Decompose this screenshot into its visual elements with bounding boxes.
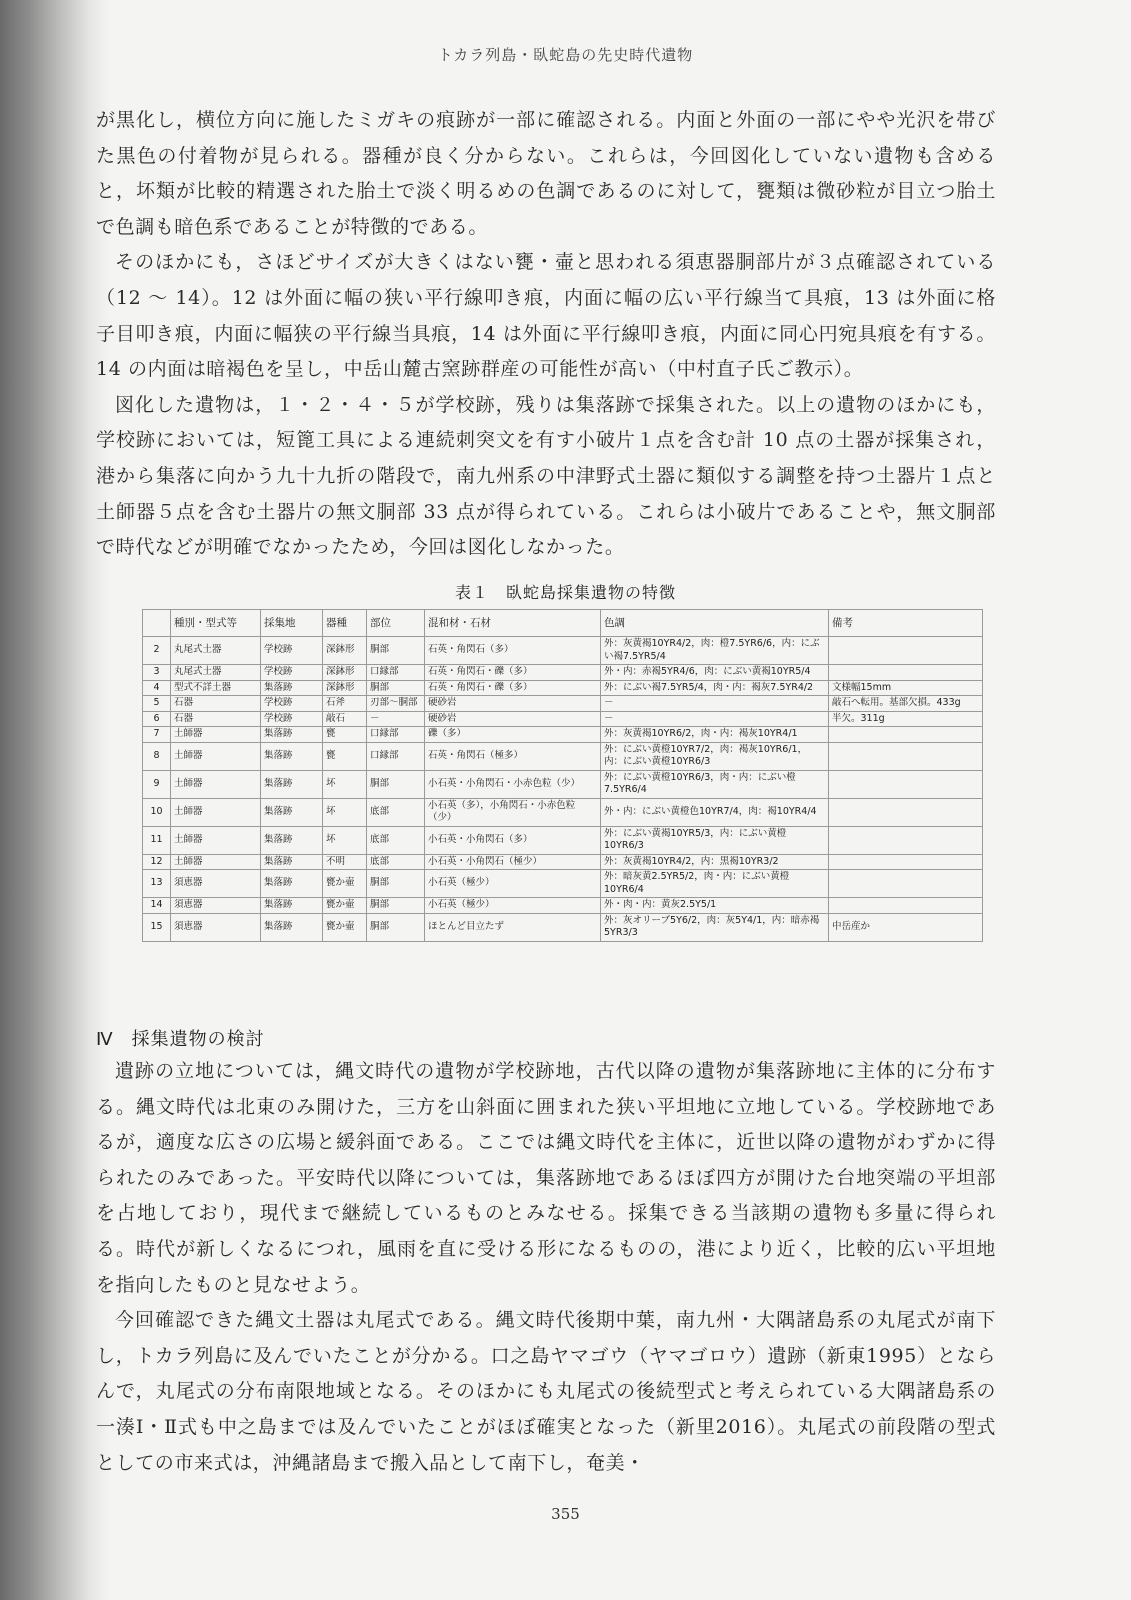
table-header-cell: 種別・型式等 xyxy=(171,610,261,637)
table-cell: 石英・角閃石・礫（多） xyxy=(425,680,601,696)
paragraph: 遺跡の立地については，縄文時代の遺物が学校跡地，古代以降の遺物が集落跡地に主体的に分布する。縄文時代は北東のみ開けた，三方を山斜面に囲まれた狭い平坦地に立地している。学校跡地であるが，適度な広さの広場と緩斜面である。ここでは縄文時代を主体に，近世以降の遺物がわずかに得られたのみであった。平安時代以降については，集落跡地であるほぼ四方が開けた台地突端の平坦部を占地しており，現代まで継続しているものとみなせる。採集できる当該期の遺物も多量に得られる。時代が新しくなるにつれ，風雨を直に受ける形になるものの，港により近く，比較的広い平坦地を指向したものと見なせよう。 xyxy=(96,1060,996,1296)
table-cell: 5 xyxy=(143,696,171,712)
table-cell: 外・内：にぶい黄橙色10YR7/4，肉：褐10YR4/4 xyxy=(601,798,829,826)
table-cell: 11 xyxy=(143,826,171,854)
table-row xyxy=(143,696,983,712)
page-number: 355 xyxy=(551,1505,580,1523)
table-cell: ほとんど目立たず xyxy=(425,913,601,941)
table-cell: 甕 xyxy=(323,742,367,770)
table-cell: 石器 xyxy=(171,696,261,712)
table-cell: 礫（多） xyxy=(425,727,601,743)
table-cell: 胴部 xyxy=(367,913,425,941)
table-cell: 13 xyxy=(143,870,171,898)
table-cell: 文様幅15mm xyxy=(829,680,983,696)
table-cell: 小石英（極少） xyxy=(425,870,601,898)
relics-table-container xyxy=(142,609,982,942)
table-cell: 学校跡 xyxy=(261,637,323,665)
table-cell: 14 xyxy=(143,898,171,914)
paragraph: が黒化し，横位方向に施したミガキの痕跡が一部に確認される。内面と外面の一部にやや光沢を帯びた黒色の付着物が見られる。器種が良く分からない。これらは，今回図化していない遺物も含めると，坏類が比較的精選された胎土で淡く明るめの色調であるのに対して，甕類は微砂粒が目立つ胎土で色調も暗色系であることが特徴的である。 xyxy=(96,109,996,238)
table-cell xyxy=(829,770,983,798)
table-row xyxy=(143,680,983,696)
table-cell: 須恵器 xyxy=(171,870,261,898)
table-row xyxy=(143,742,983,770)
table-cell: 土師器 xyxy=(171,854,261,870)
table-cell: 集落跡 xyxy=(261,798,323,826)
table-cell: 石英・角閃石（極多） xyxy=(425,742,601,770)
table-cell: 土師器 xyxy=(171,770,261,798)
table-cell: 外：にぶい黄褐10YR5/3，内：にぶい黄橙10YR6/3 xyxy=(601,826,829,854)
table-cell: 学校跡 xyxy=(261,696,323,712)
table-cell: 口縁部 xyxy=(367,727,425,743)
table-cell: 3 xyxy=(143,665,171,681)
table-cell: 硬砂岩 xyxy=(425,696,601,712)
table-cell: 胴部 xyxy=(367,770,425,798)
table-cell: 敲石へ転用。基部欠損。433g xyxy=(829,696,983,712)
table-cell: 6 xyxy=(143,711,171,727)
table-cell: 2 xyxy=(143,637,171,665)
table-cell: 坏 xyxy=(323,798,367,826)
table-cell: － xyxy=(601,711,829,727)
table-cell: 深鉢形 xyxy=(323,680,367,696)
table-header-cell: 混和材・石材 xyxy=(425,610,601,637)
table-cell: 8 xyxy=(143,742,171,770)
table-cell: 外：にぶい褐7.5YR5/4，肉・内：褐灰7.5YR4/2 xyxy=(601,680,829,696)
table-cell: 須恵器 xyxy=(171,898,261,914)
table-header-cell: 採集地 xyxy=(261,610,323,637)
section-heading xyxy=(96,1025,283,1051)
bottom-text-block xyxy=(96,1054,996,1481)
table-cell: 小石英・小角閃石（多） xyxy=(425,826,601,854)
table-cell: 外・肉・内：黄灰2.5Y5/1 xyxy=(601,898,829,914)
table-cell: 9 xyxy=(143,770,171,798)
table-cell: 集落跡 xyxy=(261,854,323,870)
table-cell xyxy=(829,742,983,770)
table-cell: 10 xyxy=(143,798,171,826)
table-row xyxy=(143,665,983,681)
table-cell: 坏 xyxy=(323,770,367,798)
table-header-cell: 備考 xyxy=(829,610,983,637)
table-header-cell: 器種 xyxy=(323,610,367,637)
table-cell: 敲石 xyxy=(323,711,367,727)
table-cell: 型式不詳土器 xyxy=(171,680,261,696)
running-header: トカラ列島・臥蛇島の先史時代遺物 xyxy=(437,46,694,64)
table-cell: 石英・角閃石（多） xyxy=(425,637,601,665)
paragraph: 図化した遺物は，１・２・４・５が学校跡，残りは集落跡で採集された。以上の遺物のほかにも，学校跡においては，短篦工具による連続刺突文を有す小破片１点を含む計 10 点の土器が採集され，港から集落に向かう九十九折の階段で，南九州系の中津野式土器に類似する調整を持つ土器片１点と土師器５点を含む土器片の無文胴部 33 点が得られている。これらは小破片であることや，無文胴部で時代などが明確でなかったため，今回は図化しなかった。 xyxy=(96,393,996,559)
table-header-cell xyxy=(143,610,171,637)
table-cell: 外：にぶい黄橙10YR7/2，肉：褐灰10YR6/1，内：にぶい黄橙10YR6/3 xyxy=(601,742,829,770)
table-cell: 外：灰黄褐10YR4/2，内：黒褐10YR3/2 xyxy=(601,854,829,870)
table-cell: 土師器 xyxy=(171,727,261,743)
table-cell: 土師器 xyxy=(171,798,261,826)
table-cell: 半欠。311g xyxy=(829,711,983,727)
table-cell: 学校跡 xyxy=(261,711,323,727)
table-cell: 学校跡 xyxy=(261,665,323,681)
table-cell: 刃部～胴部 xyxy=(367,696,425,712)
table-cell: 小石英（多），小角閃石・小赤色粒（少） xyxy=(425,798,601,826)
table-cell: 土師器 xyxy=(171,826,261,854)
table-row xyxy=(143,637,983,665)
table-cell: 7 xyxy=(143,727,171,743)
table-cell: － xyxy=(601,696,829,712)
table-cell: 石器 xyxy=(171,711,261,727)
table-cell: 集落跡 xyxy=(261,870,323,898)
table-cell xyxy=(829,665,983,681)
table-cell: 12 xyxy=(143,854,171,870)
table-row xyxy=(143,711,983,727)
table-cell: 集落跡 xyxy=(261,826,323,854)
table-cell: 外：灰黄褐10YR6/2，肉・内：褐灰10YR4/1 xyxy=(601,727,829,743)
table-caption: 表１ 臥蛇島採集遺物の特徴 xyxy=(454,583,676,602)
table-cell: 集落跡 xyxy=(261,913,323,941)
table-cell: 集落跡 xyxy=(261,727,323,743)
table-cell xyxy=(829,870,983,898)
paragraph: そのほかにも，さほどサイズが大きくはない甕・壷と思われる須恵器胴部片が３点確認されている（12 ～ 14）。12 は外面に幅の狭い平行線叩き痕，内面に幅の広い平行線当て具痕，13 は外面に格子目叩き痕，内面に幅狭の平行線当具痕，14 は外面に平行線叩き痕，内面に同心円宛具痕を有する。14 の内面は暗褐色を呈し，中岳山麓古窯跡群産の可能性が高い（中村直子氏ご教示）。 xyxy=(96,251,996,381)
table-cell: 外：灰オリーブ5Y6/2，肉：灰5Y4/1，内：暗赤褐5YR3/3 xyxy=(601,913,829,941)
table-cell xyxy=(829,826,983,854)
table-cell: 外：灰黄褐10YR4/2，肉：橙7.5YR6/6，内：にぶい褐7.5YR5/4 xyxy=(601,637,829,665)
table-cell: 石斧 xyxy=(323,696,367,712)
table-header-cell: 部位 xyxy=(367,610,425,637)
table-cell: 集落跡 xyxy=(261,898,323,914)
table-cell: 甕 xyxy=(323,727,367,743)
table-cell xyxy=(829,727,983,743)
table-cell: 底部 xyxy=(367,826,425,854)
table-cell: 外：にぶい黄橙10YR6/3，肉・内：にぶい橙7.5YR6/4 xyxy=(601,770,829,798)
table-cell: 小石英・小角閃石・小赤色粒（少） xyxy=(425,770,601,798)
table-cell: 口縁部 xyxy=(367,665,425,681)
table-cell: 集落跡 xyxy=(261,770,323,798)
table-cell: 甕か壷 xyxy=(323,870,367,898)
top-text-block xyxy=(96,103,996,566)
table-cell: 小石英・小角閃石（極少） xyxy=(425,854,601,870)
table-cell: 底部 xyxy=(367,854,425,870)
table-row xyxy=(143,798,983,826)
section-number: Ⅳ xyxy=(96,1029,114,1050)
table-cell: － xyxy=(367,711,425,727)
table-cell xyxy=(829,898,983,914)
table-cell: 集落跡 xyxy=(261,742,323,770)
table-cell: 土師器 xyxy=(171,742,261,770)
table-cell: 胴部 xyxy=(367,680,425,696)
table-row xyxy=(143,826,983,854)
table-row xyxy=(143,898,983,914)
table-cell: 底部 xyxy=(367,798,425,826)
table-cell: 石英・角閃石・礫（多） xyxy=(425,665,601,681)
table-cell: 深鉢形 xyxy=(323,665,367,681)
table-cell: 不明 xyxy=(323,854,367,870)
table-cell: 甕か壷 xyxy=(323,898,367,914)
table-cell: 深鉢形 xyxy=(323,637,367,665)
table-row xyxy=(143,727,983,743)
table-cell: 外：暗灰黄2.5YR5/2，肉・内：にぶい黄橙10YR6/4 xyxy=(601,870,829,898)
table-cell: 丸尾式土器 xyxy=(171,637,261,665)
table-cell: 4 xyxy=(143,680,171,696)
relics-table xyxy=(142,609,983,942)
table-cell: 胴部 xyxy=(367,637,425,665)
table-row xyxy=(143,913,983,941)
table-cell: 15 xyxy=(143,913,171,941)
table-cell: 丸尾式土器 xyxy=(171,665,261,681)
book-spine-shadow xyxy=(0,0,110,1600)
table-cell xyxy=(829,798,983,826)
table-cell: 甕か壷 xyxy=(323,913,367,941)
table-row xyxy=(143,870,983,898)
table-cell: 胴部 xyxy=(367,870,425,898)
table-cell: 外・内：赤褐5YR4/6，肉：にぶい黄褐10YR5/4 xyxy=(601,665,829,681)
paragraph: 今回確認できた縄文土器は丸尾式である。縄文時代後期中葉，南九州・大隅諸島系の丸尾式が南下し，トカラ列島に及んでいたことが分かる。口之島ヤマゴウ（ヤマゴロウ）遺跡（新東1995）とならんで，丸尾式の分布南限地域となる。そのほかにも丸尾式の後続型式と考えられている大隅諸島系の一湊Ⅰ・Ⅱ式も中之島までは及んでいたことがほぼ確実となった（新里2016）。丸尾式の前段階の型式としての市来式は，沖縄諸島まで搬入品として南下し，奄美・ xyxy=(96,1309,996,1474)
table-row xyxy=(143,854,983,870)
table-cell: 須恵器 xyxy=(171,913,261,941)
table-cell xyxy=(829,637,983,665)
table-header-row xyxy=(143,610,983,637)
table-cell xyxy=(829,854,983,870)
table-header-cell: 色調 xyxy=(601,610,829,637)
table-cell: 中岳産か xyxy=(829,913,983,941)
table-cell: 胴部 xyxy=(367,898,425,914)
section-title: 採集遺物の検討 xyxy=(131,1029,265,1050)
table-cell: 集落跡 xyxy=(261,680,323,696)
table-row xyxy=(143,770,983,798)
table-cell: 硬砂岩 xyxy=(425,711,601,727)
table-cell: 小石英（極少） xyxy=(425,898,601,914)
table-cell: 坏 xyxy=(323,826,367,854)
table-cell: 口縁部 xyxy=(367,742,425,770)
